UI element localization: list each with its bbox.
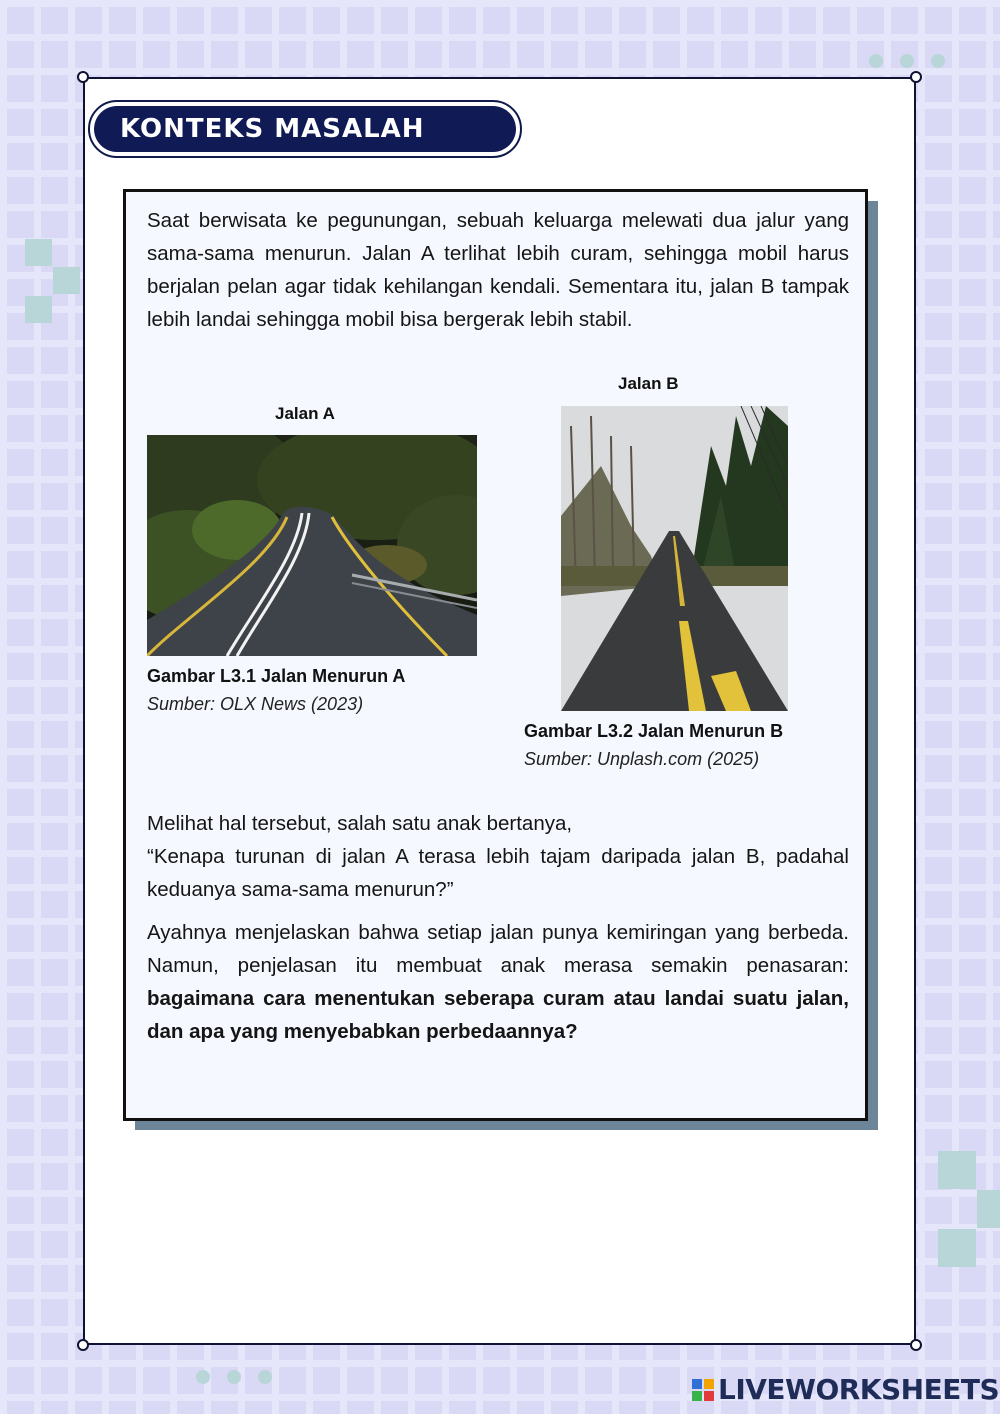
frame-corner: [910, 1339, 922, 1351]
logo-grid-icon: [692, 1379, 714, 1401]
explanation-paragraph: [147, 916, 849, 1048]
logo-text: LIVEWORKSHEETS: [718, 1373, 1000, 1406]
figure-a-source: Sumber: OLX News (2023): [147, 694, 364, 714]
question-quote: “Kenapa turunan di jalan A terasa lebih tajam daripada jalan B, padahal keduanya sama-sama menurun?”: [147, 845, 849, 901]
decor-square: [25, 296, 52, 323]
liveworksheets-logo[interactable]: [692, 1373, 999, 1406]
road-photo-straight-icon: [561, 406, 788, 711]
figure-b-caption: Gambar L3.2 Jalan Menurun B: [524, 721, 784, 741]
decor-dot: [931, 54, 945, 68]
frame-corner: [910, 71, 922, 83]
road-photo-curvy-icon: [147, 435, 477, 656]
decor-square: [25, 239, 52, 266]
observation-text: Melihat hal tersebut, salah satu anak bertanya,: [147, 812, 573, 835]
figure-a-label: Jalan A: [275, 404, 335, 423]
explanation-text: Ayahnya menjelaskan bahwa setiap jalan punya kemiringan yang berbeda. Namun, penjelasan itu membuat anak merasa semakin penasaran:: [147, 921, 849, 977]
decor-dot: [227, 1370, 241, 1384]
section-title-background: [94, 106, 516, 152]
figure-b-source: Sumber: Unplash.com (2025): [524, 749, 760, 769]
explanation-emphasis: bagaimana cara menentukan seberapa curam atau landai suatu jalan, dan apa yang menyebabkan perbedaannya?: [147, 987, 849, 1043]
decor-dot: [258, 1370, 272, 1384]
decor-square: [938, 1151, 976, 1189]
frame-corner: [77, 71, 89, 83]
decor-square: [938, 1229, 976, 1267]
decor-dot: [196, 1370, 210, 1384]
section-title: KONTEKS MASALAH: [120, 114, 425, 144]
intro-paragraph: Saat berwisata ke pegunungan, sebuah keluarga melewati dua jalur yang sama-sama menurun. Jalan A terlihat lebih curam, sehingga mobil harus berjalan pelan agar tidak kehilangan kendali. Sementara itu, jalan B tampak lebih landai sehingga mobil bisa bergerak lebih stabil.: [147, 209, 849, 331]
decor-dot: [900, 54, 914, 68]
frame-corner: [77, 1339, 89, 1351]
figure-a-caption: Gambar L3.1 Jalan Menurun A: [147, 666, 406, 686]
section-title-pill: [88, 100, 522, 158]
decor-square: [977, 1190, 1000, 1228]
figure-b-label: Jalan B: [618, 374, 679, 393]
decor-dot: [869, 54, 883, 68]
decor-square: [53, 267, 80, 294]
